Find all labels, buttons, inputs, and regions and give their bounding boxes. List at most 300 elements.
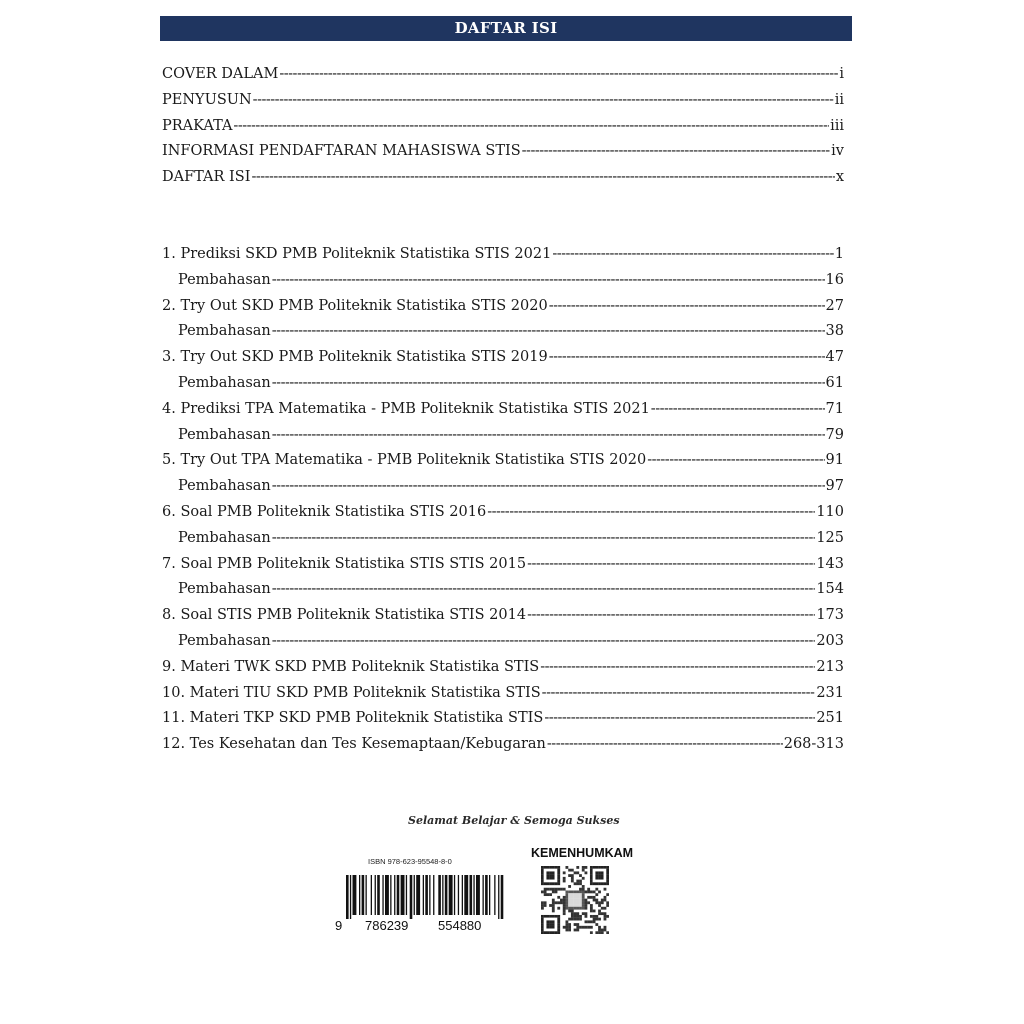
qr-module xyxy=(606,871,609,874)
qr-module xyxy=(544,920,547,923)
qr-module xyxy=(601,869,604,872)
toc-leader-line xyxy=(542,685,816,701)
qr-module xyxy=(555,877,558,880)
toc-entry-page: 268-313 xyxy=(783,736,844,753)
qr-module xyxy=(576,904,579,907)
toc-leader-line xyxy=(527,607,815,623)
qr-module xyxy=(576,918,579,921)
toc-entry-title: COVER DALAM xyxy=(162,66,279,82)
qr-module xyxy=(606,915,609,918)
qr-module xyxy=(585,926,588,929)
qr-module xyxy=(576,896,579,899)
qr-module xyxy=(557,877,560,880)
qr-module xyxy=(590,920,593,923)
toc-entry xyxy=(162,298,844,324)
qr-module xyxy=(563,904,566,907)
qr-module xyxy=(552,880,555,883)
qr-module xyxy=(557,915,560,918)
qr-module xyxy=(544,901,547,904)
toc-entry-title: INFORMASI PENDAFTARAN MAHASISWA STIS xyxy=(162,143,521,160)
barcode-bar xyxy=(473,875,474,915)
qr-module xyxy=(598,890,601,893)
qr-module xyxy=(541,904,544,907)
qr-module xyxy=(546,931,549,934)
qr-module xyxy=(555,866,558,869)
qr-module xyxy=(598,877,601,880)
qr-module xyxy=(576,907,579,910)
qr-module xyxy=(595,880,598,883)
publisher-label: KEMENHUMKAM xyxy=(531,846,634,860)
qr-module xyxy=(590,866,593,869)
qr-module xyxy=(606,893,609,896)
qr-module xyxy=(604,899,607,902)
qr-module xyxy=(568,910,571,913)
qr-module xyxy=(568,926,571,929)
qr-module xyxy=(590,904,593,907)
qr-module xyxy=(579,888,582,891)
qr-module xyxy=(546,874,549,877)
barcode-bar xyxy=(489,875,490,915)
qr-module xyxy=(593,874,596,877)
toc-entry-title: 11. Materi TKP SKD PMB Politeknik Statistika STIS xyxy=(162,710,544,727)
qr-module xyxy=(587,926,590,929)
qr-module xyxy=(598,880,601,883)
motto-text: Selamat Belajar & Semoga Sukses xyxy=(408,814,620,827)
qr-module xyxy=(541,929,544,932)
qr-module xyxy=(593,918,596,921)
toc-entry xyxy=(162,736,844,762)
qr-module xyxy=(544,869,547,872)
toc-leader-line xyxy=(272,323,825,339)
qr-module xyxy=(604,882,607,885)
toc-entry xyxy=(162,349,844,375)
qr-module xyxy=(549,918,552,921)
toc-entry-page: iv xyxy=(831,143,844,160)
qr-module xyxy=(595,901,598,904)
qr-module xyxy=(549,893,552,896)
qr-module xyxy=(544,888,547,891)
qr-module xyxy=(568,869,571,872)
qr-module xyxy=(546,880,549,883)
qr-module xyxy=(546,869,549,872)
qr-module xyxy=(565,923,568,926)
qr-module xyxy=(541,869,544,872)
qr-module xyxy=(549,871,552,874)
qr-module xyxy=(604,888,607,891)
qr-module xyxy=(544,882,547,885)
qr-code-icon xyxy=(541,866,609,934)
qr-module xyxy=(571,896,574,899)
qr-module xyxy=(552,904,555,907)
qr-module xyxy=(598,929,601,932)
qr-module xyxy=(576,880,579,883)
qr-module xyxy=(604,915,607,918)
qr-module xyxy=(565,907,568,910)
qr-module xyxy=(541,874,544,877)
qr-module xyxy=(601,901,604,904)
qr-module xyxy=(555,871,558,874)
barcode-bar xyxy=(382,875,383,915)
qr-module xyxy=(585,871,588,874)
qr-module xyxy=(574,890,577,893)
barcode-bar xyxy=(498,875,499,919)
qr-module xyxy=(549,866,552,869)
qr-module xyxy=(579,890,582,893)
toc-entry-title: Pembahasan xyxy=(178,374,271,391)
qr-module xyxy=(574,899,577,902)
barcode-bar xyxy=(346,875,349,919)
toc-entry-page: 213 xyxy=(816,658,844,675)
qr-module xyxy=(593,890,596,893)
qr-module xyxy=(590,907,593,910)
qr-module xyxy=(590,896,593,899)
qr-module xyxy=(582,890,585,893)
qr-module xyxy=(541,866,544,869)
qr-module xyxy=(604,877,607,880)
toc-entry-title: 12. Tes Kesehatan dan Tes Kesemaptaan/Kebugaran xyxy=(162,736,546,753)
barcode-bar xyxy=(410,875,413,919)
toc-leader-line xyxy=(487,504,815,520)
qr-module xyxy=(541,907,544,910)
qr-module xyxy=(579,874,582,877)
toc-leader-line xyxy=(547,736,783,752)
qr-module xyxy=(541,882,544,885)
qr-module xyxy=(593,871,596,874)
qr-module xyxy=(555,923,558,926)
qr-module xyxy=(601,912,604,915)
qr-module xyxy=(593,896,596,899)
barcode-bar xyxy=(401,875,405,915)
qr-module xyxy=(593,869,596,872)
barcode-bar xyxy=(425,875,428,915)
qr-module xyxy=(571,890,574,893)
qr-module xyxy=(571,904,574,907)
qr-module xyxy=(557,907,560,910)
toc-entry-page: 38 xyxy=(825,323,844,340)
toc-leader-line xyxy=(549,298,825,314)
qr-module xyxy=(549,920,552,923)
qr-module xyxy=(604,866,607,869)
qr-module xyxy=(560,888,563,891)
qr-module xyxy=(590,882,593,885)
toc-leader-line xyxy=(272,633,816,649)
qr-module xyxy=(595,918,598,921)
qr-module xyxy=(563,877,566,880)
toc-subentry xyxy=(162,323,844,349)
qr-module xyxy=(552,890,555,893)
qr-module xyxy=(544,904,547,907)
qr-module xyxy=(582,885,585,888)
qr-module xyxy=(546,893,549,896)
qr-module xyxy=(576,912,579,915)
barcode-bar xyxy=(438,875,441,915)
qr-module xyxy=(606,869,609,872)
qr-module xyxy=(571,907,574,910)
toc-entry-page: 143 xyxy=(816,555,844,572)
toc-entry xyxy=(162,685,844,711)
qr-module xyxy=(585,899,588,902)
qr-module xyxy=(544,931,547,934)
toc-entry xyxy=(162,92,844,118)
qr-module xyxy=(546,871,549,874)
toc-leader-line xyxy=(549,349,825,365)
qr-module xyxy=(582,899,585,902)
toc-entry-title: 5. Try Out TPA Matematika - PMB Politeknik Statistika STIS 2020 xyxy=(162,452,647,469)
toc-entry-page: 110 xyxy=(816,503,844,520)
qr-module xyxy=(557,926,560,929)
qr-module xyxy=(557,931,560,934)
chapter-list xyxy=(162,246,844,762)
qr-module xyxy=(544,923,547,926)
qr-module xyxy=(568,929,571,932)
qr-module xyxy=(544,877,547,880)
qr-module xyxy=(557,866,560,869)
qr-module xyxy=(563,880,566,883)
qr-module xyxy=(579,918,582,921)
qr-module xyxy=(601,866,604,869)
toc-entry-page: x xyxy=(835,169,844,186)
toc-leader-line xyxy=(647,452,824,468)
toc-leader-line xyxy=(552,246,833,262)
qr-module xyxy=(576,866,579,869)
qr-module xyxy=(568,874,571,877)
qr-module xyxy=(604,874,607,877)
toc-entry-page: 79 xyxy=(825,426,844,443)
toc-entry xyxy=(162,452,844,478)
qr-module xyxy=(541,923,544,926)
qr-module xyxy=(574,882,577,885)
qr-module xyxy=(593,877,596,880)
qr-module xyxy=(557,929,560,932)
toc-entry-page: i xyxy=(839,66,844,82)
qr-module xyxy=(549,931,552,934)
qr-module xyxy=(598,926,601,929)
qr-module xyxy=(598,869,601,872)
qr-module xyxy=(549,915,552,918)
qr-module xyxy=(563,899,566,902)
qr-module xyxy=(595,869,598,872)
qr-module xyxy=(595,931,598,934)
qr-module xyxy=(552,915,555,918)
toc-subentry xyxy=(162,581,844,607)
qr-module xyxy=(576,929,579,932)
qr-module xyxy=(552,923,555,926)
qr-module xyxy=(555,918,558,921)
qr-module xyxy=(565,890,568,893)
qr-module xyxy=(585,890,588,893)
qr-module xyxy=(568,885,571,888)
toc-entry-page: 154 xyxy=(816,581,844,598)
barcode-bar xyxy=(414,875,415,915)
qr-module xyxy=(541,901,544,904)
qr-module xyxy=(544,893,547,896)
qr-module xyxy=(571,874,574,877)
qr-module xyxy=(582,893,585,896)
qr-module xyxy=(552,920,555,923)
qr-module xyxy=(571,901,574,904)
qr-module xyxy=(571,877,574,880)
qr-module xyxy=(598,866,601,869)
qr-module xyxy=(549,926,552,929)
qr-module xyxy=(557,882,560,885)
qr-module xyxy=(541,915,544,918)
toc-leader-line xyxy=(233,118,829,134)
qr-module xyxy=(582,901,585,904)
qr-module xyxy=(590,890,593,893)
qr-module xyxy=(593,899,596,902)
qr-module xyxy=(571,912,574,915)
toc-leader-line xyxy=(272,530,816,546)
qr-module xyxy=(563,888,566,891)
toc-entry xyxy=(162,710,844,736)
qr-module xyxy=(549,869,552,872)
qr-module xyxy=(582,896,585,899)
qr-module xyxy=(590,871,593,874)
qr-module xyxy=(587,920,590,923)
barcode-digits-right: 554880 xyxy=(438,918,482,933)
qr-module xyxy=(574,923,577,926)
qr-module xyxy=(606,874,609,877)
barcode-bar xyxy=(371,875,372,915)
qr-module xyxy=(541,920,544,923)
qr-module xyxy=(582,877,585,880)
qr-module xyxy=(571,869,574,872)
qr-module xyxy=(604,907,607,910)
qr-module xyxy=(601,931,604,934)
qr-module xyxy=(579,926,582,929)
qr-module xyxy=(555,869,558,872)
qr-module xyxy=(546,923,549,926)
qr-module xyxy=(590,874,593,877)
barcode-bar xyxy=(470,875,473,915)
qr-module xyxy=(549,877,552,880)
qr-module xyxy=(606,880,609,883)
qr-module xyxy=(549,904,552,907)
qr-module xyxy=(563,926,566,929)
qr-module xyxy=(546,888,549,891)
toc-entry-title: 10. Materi TIU SKD PMB Politeknik Statistika STIS xyxy=(162,684,541,701)
qr-module xyxy=(598,931,601,934)
toc-leader-line xyxy=(272,427,825,443)
qr-module xyxy=(549,929,552,932)
qr-module xyxy=(576,923,579,926)
qr-module xyxy=(574,915,577,918)
qr-module xyxy=(595,923,598,926)
qr-module xyxy=(606,901,609,904)
toc-entry xyxy=(162,401,844,427)
qr-module xyxy=(568,890,571,893)
qr-module xyxy=(568,899,571,902)
qr-module xyxy=(595,893,598,896)
qr-module xyxy=(563,912,566,915)
qr-module xyxy=(590,869,593,872)
toc-leader-line xyxy=(272,272,825,288)
barcode-bar xyxy=(394,875,395,915)
toc-leader-line xyxy=(540,659,815,675)
qr-module xyxy=(552,907,555,910)
qr-module xyxy=(582,888,585,891)
toc-leader-line xyxy=(272,375,825,391)
qr-module xyxy=(593,866,596,869)
qr-module xyxy=(585,901,588,904)
qr-module xyxy=(546,866,549,869)
qr-module xyxy=(598,901,601,904)
toc-entry xyxy=(162,143,844,169)
qr-module xyxy=(544,874,547,877)
barcode-bar xyxy=(353,875,357,915)
qr-module xyxy=(565,904,568,907)
qr-module xyxy=(565,920,568,923)
qr-module xyxy=(555,931,558,934)
qr-module xyxy=(546,877,549,880)
qr-module xyxy=(604,869,607,872)
qr-module xyxy=(601,877,604,880)
barcode-bar xyxy=(454,875,455,915)
qr-module xyxy=(568,893,571,896)
qr-module xyxy=(552,882,555,885)
qr-module xyxy=(598,874,601,877)
qr-module xyxy=(546,882,549,885)
qr-module xyxy=(585,920,588,923)
qr-module xyxy=(574,896,577,899)
toc-entry xyxy=(162,246,844,272)
qr-module xyxy=(604,871,607,874)
qr-module xyxy=(595,899,598,902)
qr-module xyxy=(601,929,604,932)
toc-entry-page: 27 xyxy=(825,297,844,314)
barcode-bar xyxy=(433,875,434,915)
qr-module xyxy=(574,929,577,932)
toc-entry-title: 1. Prediksi SKD PMB Politeknik Statistika STIS 2021 xyxy=(162,246,552,262)
qr-module xyxy=(555,882,558,885)
qr-module xyxy=(606,931,609,934)
qr-module xyxy=(587,896,590,899)
qr-module xyxy=(579,915,582,918)
qr-module xyxy=(598,910,601,913)
qr-module xyxy=(557,923,560,926)
qr-module xyxy=(555,880,558,883)
qr-module xyxy=(590,877,593,880)
toc-leader-line xyxy=(544,710,815,726)
qr-module xyxy=(568,918,571,921)
toc-entry-page: 71 xyxy=(825,400,844,417)
barcode-bar xyxy=(462,875,463,915)
toc-entry xyxy=(162,66,844,92)
qr-module xyxy=(541,926,544,929)
qr-module xyxy=(552,877,555,880)
qr-module xyxy=(555,926,558,929)
qr-module xyxy=(552,869,555,872)
qr-module xyxy=(546,929,549,932)
qr-module xyxy=(544,866,547,869)
toc-leader-line xyxy=(279,66,838,82)
qr-module xyxy=(541,918,544,921)
qr-module xyxy=(601,880,604,883)
qr-module xyxy=(590,915,593,918)
qr-module xyxy=(590,931,593,934)
qr-module xyxy=(585,866,588,869)
barcode-bar xyxy=(445,875,448,915)
toc-leader-line xyxy=(253,92,834,108)
qr-module xyxy=(552,926,555,929)
toc-entry-title: 7. Soal PMB Politeknik Statistika STIS STIS 2015 xyxy=(162,555,527,572)
qr-module xyxy=(546,918,549,921)
qr-module xyxy=(579,904,582,907)
toc-entry xyxy=(162,556,844,582)
qr-module xyxy=(563,907,566,910)
qr-module xyxy=(598,912,601,915)
toc-entry-title: Pembahasan xyxy=(178,426,271,443)
